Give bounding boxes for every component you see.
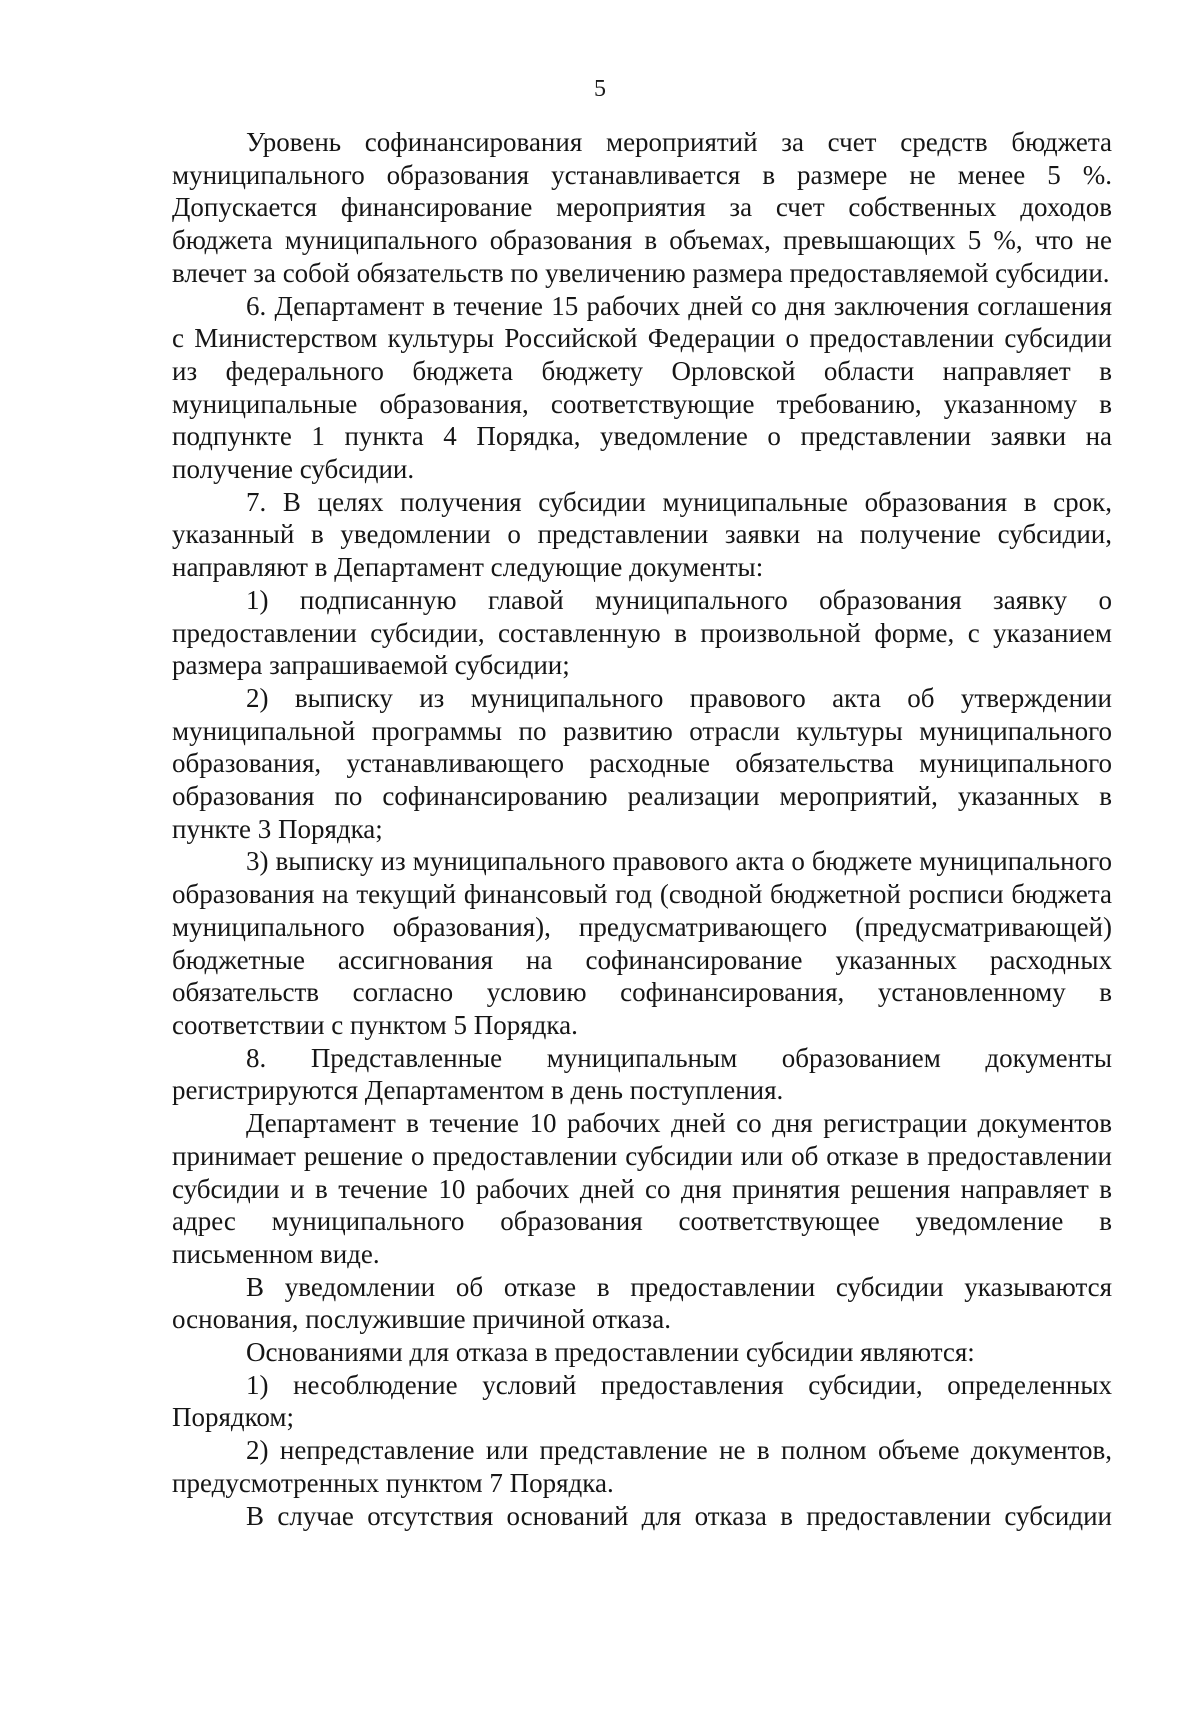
document-body xyxy=(172,126,1112,1532)
paragraph-item-7: 7. В целях получения субсидии муниципальные образования в срок, указанный в уведомлении о представлении заявки на получение субсидии, направляют в Департамент следующие документы: xyxy=(172,486,1112,583)
page-number: 5 xyxy=(594,76,606,102)
paragraph-subitem-3: 3) выписку из муниципального правового акта о бюджете муниципального образования на текущий финансовый год (сводной бюджетной росписи бюджета муниципального образования), предусматривающего (предусматривающей) бюджетные ассигнования на софинансирование указанных расходных обязательств согласно условию софинансирования, установленному в соответствии с пунктом 5 Порядка. xyxy=(172,846,1112,1040)
paragraph-ground-2: 2) непредставление или представление не в полном объеме документов, предусмотренных пунктом 7 Порядка. xyxy=(172,1435,1112,1498)
paragraph-item-6: 6. Департамент в течение 15 рабочих дней со дня заключения соглашения с Министерством культуры Российской Федерации о предоставлении субсидии из федерального бюджета бюджету Орловской области направляет в муниципальные образования, соответствующие требованию, указанному в подпункте 1 пункта 4 Порядка, уведомление о представлении заявки на получение субсидии. xyxy=(172,290,1112,485)
paragraph-no-grounds: В случае отсутствия оснований для отказа в предоставлении субсидии xyxy=(246,1500,1112,1531)
paragraph-refusal-notice: В уведомлении об отказе в предоставлении субсидии указываются основания, послужившие причиной отказа. xyxy=(172,1271,1112,1335)
paragraph-refusal-grounds: Основаниями для отказа в предоставлении субсидии являются: xyxy=(246,1337,975,1368)
paragraph-decision: Департамент в течение 10 рабочих дней со дня регистрации документов принимает решение о предоставлении субсидии или об отказе в предоставлении субсидии и в течение 10 рабочих дней со дня принятия решения направляет в адрес муниципального образования соответствующее уведомление в письменном виде. xyxy=(172,1108,1112,1269)
paragraph-item-8: 8. Представленные муниципальным образованием документы регистрируются Департаментом в день поступления. xyxy=(172,1042,1112,1106)
paragraph-subitem-2: 2) выписку из муниципального правового акта об утверждении муниципальной программы по развитию отрасли культуры муниципального образования, устанавливающего расходные обязательства муниципального образования по софинансированию реализации мероприятий, указанных в пункте 3 Порядка; xyxy=(172,682,1112,844)
paragraph-cofinancing-level: Уровень софинансирования мероприятий за счет средств бюджета муниципального образования устанавливается в размере не менее 5 %. Допускается финансирование мероприятия за счет собственных доходов бюджета муниципального образования в объемах, превышающих 5 %, что не влечет за собой обязательств по увеличению размера предоставляемой субсидии. xyxy=(172,127,1112,288)
paragraph-subitem-1: 1) подписанную главой муниципального образования заявку о предоставлении субсидии, составленную в произвольной форме, с указанием размера запрашиваемой субсидии; xyxy=(172,584,1112,681)
paragraph-ground-1: 1) несоблюдение условий предоставления субсидии, определенных Порядком; xyxy=(172,1369,1112,1433)
